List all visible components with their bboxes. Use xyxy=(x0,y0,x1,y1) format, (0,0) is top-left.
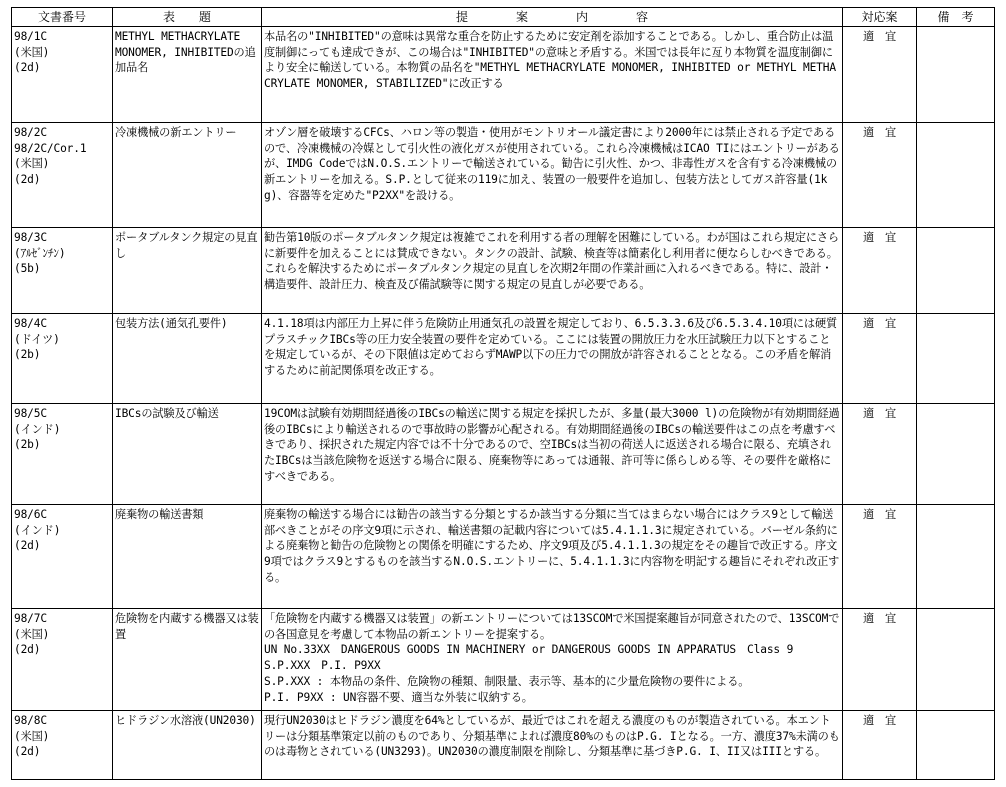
content-cell: オゾン層を破壊するCFCs、ハロン等の製造・使用がモントリオール議定書により2000年には禁止される予定であるので、冷凍機械の冷媒として引火性の液化ガスが使用されている。これら冷凍機械はICAO TIにはエントリーがあるが、IMDG CodeではN.O.S.エントリーで輸送されている。勧告に引火性、かつ、非毒性ガスを含有する冷凍機械の新エントリーを加える。S.P.として従来の119に加え、装置の一般要件を追加し、包装方法としてガス許容量(1kg)、容器等を定めた"P2XX"を設ける。 xyxy=(262,123,843,228)
remarks-cell xyxy=(917,228,995,314)
doc-number-cell xyxy=(12,505,113,609)
response-cell: 適 宜 xyxy=(843,314,917,404)
doc-number: 98/7C xyxy=(14,612,47,625)
title-cell: ポータブルタンク規定の見直し xyxy=(113,228,262,314)
proposer-country: (インド) xyxy=(14,523,61,537)
table-row xyxy=(12,505,995,609)
category-code: (2d) xyxy=(14,173,41,187)
response-cell: 適 宜 xyxy=(843,404,917,505)
proposer-country: (ドイツ) xyxy=(14,332,60,346)
title-cell: ヒドラジン水溶液(UN2030) xyxy=(113,711,262,780)
content-paragraph: 「危険物を内蔵する機器又は装置」の新エントリーについては13SCOMで米国提案趣旨が同意されたので、13SCOMでの各国意見を考慮して本物品の新エントリーを提案する。 xyxy=(264,612,840,641)
table-row xyxy=(12,123,995,228)
category-code: (2d) xyxy=(14,643,41,657)
header-title: 表 題 xyxy=(113,8,262,27)
content-pi-note: P.I. P9XX : UN容器不要、適当な外装に収納する。 xyxy=(264,690,533,704)
header-content: 提 案 内 容 xyxy=(262,8,843,27)
proposer-country: (インド) xyxy=(14,422,61,436)
doc-number-cell xyxy=(12,123,113,228)
proposer-country: (米国) xyxy=(14,729,50,743)
remarks-cell xyxy=(917,609,995,711)
header-response: 対応案 xyxy=(843,8,917,27)
category-code: (5b) xyxy=(14,262,41,276)
table-row xyxy=(12,27,995,123)
content-cell: 本品名の"INHIBITED"の意味は異常な重合を防止するために安定剤を添加することである。しかし、重合防止は温度制御にっても達成できが、この場合は"INHIBITED"の意味と矛盾する。米国では長年に亙り本物質を温度制御により安全に輸送している。本物質の品名を"METHYL METHACRYLATE MONOMER, INHIBITED or METHYL METHACRYLATE MONOMER, STABILIZED"に改正する xyxy=(262,27,843,123)
response-cell: 適 宜 xyxy=(843,711,917,780)
title-cell: METHYL METHACRYLATE MONOMER, INHIBITEDの追加品名 xyxy=(113,27,262,123)
doc-number: 98/1C xyxy=(14,30,47,43)
remarks-cell xyxy=(917,27,995,123)
doc-number: 98/6C xyxy=(14,508,47,521)
response-cell: 適 宜 xyxy=(843,27,917,123)
doc-number-cell xyxy=(12,27,113,123)
content-sp-note: S.P.XXX : 本物品の条件、危険物の種類、制限量、表示等、基本的に少量危険物の要件による。 xyxy=(264,674,750,688)
doc-number: 98/3C xyxy=(14,231,47,244)
proposer-country: (ｱﾙｾﾞﾝﾁﾝ) xyxy=(14,246,66,260)
category-code: (2d) xyxy=(14,539,41,553)
content-cell: 勧告第10版のポータブルタンク規定は複雑でこれを利用する者の理解を困難にしている。わが国はこれら規定にさらに新要件を加えることには賛成できない。タンクの設計、試験、検査等は簡素化し利用者に便ならしむべきである。これらを解決するためにポータブルタンク規定の見直しを次期2年間の作業計画に入れるべきである。特に、設計・構造要件、設計圧力、検査及び備試験等に関する規定の見直しが必要である。 xyxy=(262,228,843,314)
content-un-entry: UN No.33XX DANGEROUS GOODS IN MACHINERY or DANGEROUS GOODS IN APPARATUS Class 9 xyxy=(264,643,794,657)
response-cell: 適 宜 xyxy=(843,505,917,609)
table-row xyxy=(12,711,995,780)
doc-number-cell xyxy=(12,404,113,505)
title-cell: 廃棄物の輸送書類 xyxy=(113,505,262,609)
doc-number-cell xyxy=(12,228,113,314)
proposer-country: (米国) xyxy=(14,45,50,59)
content-cell: 現行UN2030はヒドラジン濃度を64%としているが、最近ではこれを超える濃度のものが製造されている。本エントリーは分類基準策定以前のものであり、分類基準によれば濃度80%のものはP.G. Iとなる。一方、濃度37%未満のものは毒物とされている(UN3293)。UN2030の濃度制限を削除し、分類基準に基づきP.G. I、II又はIIIとする。 xyxy=(262,711,843,780)
table-row xyxy=(12,609,995,711)
doc-number: 98/5C xyxy=(14,407,47,420)
header-doc-no: 文書番号 xyxy=(12,8,113,27)
table-row xyxy=(12,314,995,404)
title-cell: 包装方法(通気孔要件) xyxy=(113,314,262,404)
doc-number: 98/2C xyxy=(14,126,47,139)
doc-number: 98/8C xyxy=(14,714,47,727)
category-code: (2b) xyxy=(14,438,41,452)
title-cell: 危険物を内蔵する機器又は装置 xyxy=(113,609,262,711)
response-cell: 適 宜 xyxy=(843,123,917,228)
title-cell: 冷凍機械の新エントリー xyxy=(113,123,262,228)
category-code: (2d) xyxy=(14,61,41,75)
content-cell: 廃棄物の輸送する場合には勧告の該当する分類とするか該当する分類に当てはまらない場合にはクラス9として輸送部べきことがその序文9項に示され、輸送書類の記載内容については5.4.1.1.3に規定されている。バーゼル条約による廃棄物と勧告の危険物との関係を明確にするため、序文9項及び5.4.1.1.3の規定をその趣旨で改正する。序文9項ではクラス9とするものを該当するN.O.S.エントリーに、5.4.1.1.3に内容物を明記する趣旨にそれぞれ改正する。 xyxy=(262,505,843,609)
header-remarks: 備 考 xyxy=(917,8,995,27)
proposer-country: (米国) xyxy=(14,627,50,641)
content-sp-pi: S.P.XXX P.I. P9XX xyxy=(264,659,381,673)
content-cell: 4.1.18項は内部圧力上昇に伴う危険防止用通気孔の設置を規定しており、6.5.3.3.6及び6.5.3.4.10項には硬質プラスチックIBCs等の圧力安全装置の要件を定めている。ここには装置の開放圧力を水圧試験圧力以下とすることを規定しているが、その下限値は定めておらずMAWP以下の圧力での開放が許容されることとなる。この矛盾を解消するために前記関係項を改正する。 xyxy=(262,314,843,404)
header-row xyxy=(12,8,995,27)
proposal-table xyxy=(11,7,995,780)
response-cell: 適 宜 xyxy=(843,228,917,314)
proposer-country: (米国) xyxy=(14,157,50,171)
content-cell: 19COMは試験有効期間経過後のIBCsの輸送に関する規定を採択したが、多量(最大3000 l)の危険物が有効期間経過後のIBCsにより輸送されるので事故時の影響が心配される。有効期間経過後のIBCsの輸送要件はこの点を考慮すべきであり、採択された規定内容では不十分であるので、空IBCsは当初の荷送人に返送される場合に限る、充填されたIBCsは当該危険物を返送する場合に限る、廃棄物等にあっては通報、許可等に係らしめる等、その要件を厳格にすべきである。 xyxy=(262,404,843,505)
doc-number-cell xyxy=(12,314,113,404)
doc-number-corrigendum: 98/2C/Cor.1 xyxy=(14,141,87,155)
response-cell: 適 宜 xyxy=(843,609,917,711)
title-cell: IBCsの試験及び輸送 xyxy=(113,404,262,505)
remarks-cell xyxy=(917,505,995,609)
category-code: (2b) xyxy=(14,348,41,362)
remarks-cell xyxy=(917,314,995,404)
category-code: (2d) xyxy=(14,745,41,759)
remarks-cell xyxy=(917,711,995,780)
doc-number-cell xyxy=(12,609,113,711)
doc-number: 98/4C xyxy=(14,317,47,330)
table-row xyxy=(12,228,995,314)
content-cell xyxy=(262,609,843,711)
remarks-cell xyxy=(917,404,995,505)
doc-number-cell xyxy=(12,711,113,780)
remarks-cell xyxy=(917,123,995,228)
table-row xyxy=(12,404,995,505)
